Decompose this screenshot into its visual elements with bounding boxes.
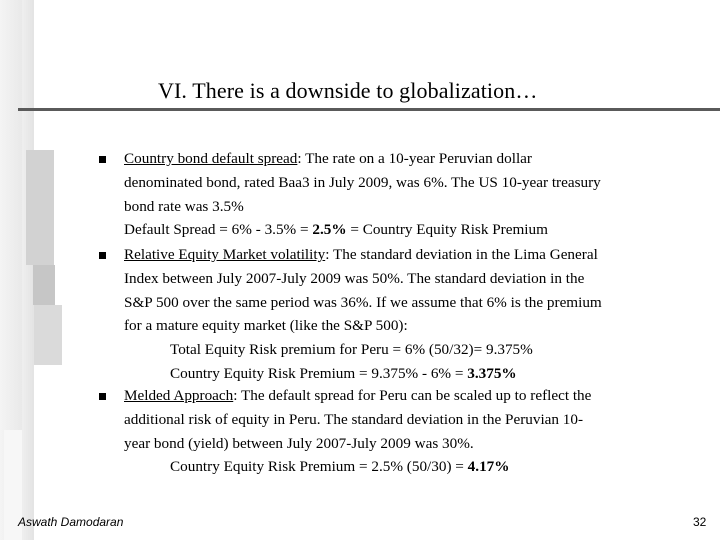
decor-bar-3 [26,150,54,265]
bullet-square-icon [99,252,106,259]
default-spread-formula: Default Spread = 6% - 3.5% = 2.5% = Country Equity Risk Premium [124,221,548,239]
bullet-3-term: Melded Approach [124,387,234,404]
page-number: 32 [693,515,707,529]
bullet-3-text: Melded Approach: The default spread for Peru can be scaled up to reflect the additional risk of equity in Peru. The standard deviation in the Peruvian 10- year bond (yield) between July 2007-July 2009 was 30%. Country Equity Risk Premium = 2.5% (50/30) = 4.17% [124,384,704,479]
bullet-1-text: Country bond default spread: The rate on a 10-year Peruvian dollar denominated bond, rated Baa3 in July 2009, was 6%. The US 10-year treasury bond rate was 3.5% Default Spread = 6% - 3.5% = 2.5% = Country Equity Risk Premium [124,147,704,242]
country-erp-calc: Country Equity Risk Premium = 9.375% - 6% = 3.375% [170,364,517,382]
decor-bar-4 [33,265,55,305]
bullet-square-icon [99,156,106,163]
bullet-2-term: Relative Equity Market volatility [124,246,326,263]
title-divider [18,108,720,111]
bullet-1-term: Country bond default spread [124,150,298,167]
slide-title: VI. There is a downside to globalization… [158,78,538,103]
total-erp-calc: Total Equity Risk premium for Peru = 6% (50/32)= 9.375% [170,341,533,359]
decor-bar-5 [34,305,62,365]
bullet-2-text: Relative Equity Market volatility: The standard deviation in the Lima General Index between July 2007-July 2009 was 50%. The standard deviation in the S&P 500 over the same period was 36%. If we assume that 6% is the premium for a mature equity market (like the S&P 500): Total Equity Risk premium for Peru = 6% (50/32)= 9.375% Country Equity Risk Premium = 9.375% - 6% = 3.375% [124,243,704,386]
footer-author: Aswath Damodaran [18,515,124,529]
melded-erp-calc: Country Equity Risk Premium = 2.5% (50/30) = 4.17% [170,458,510,476]
bullet-square-icon [99,393,106,400]
